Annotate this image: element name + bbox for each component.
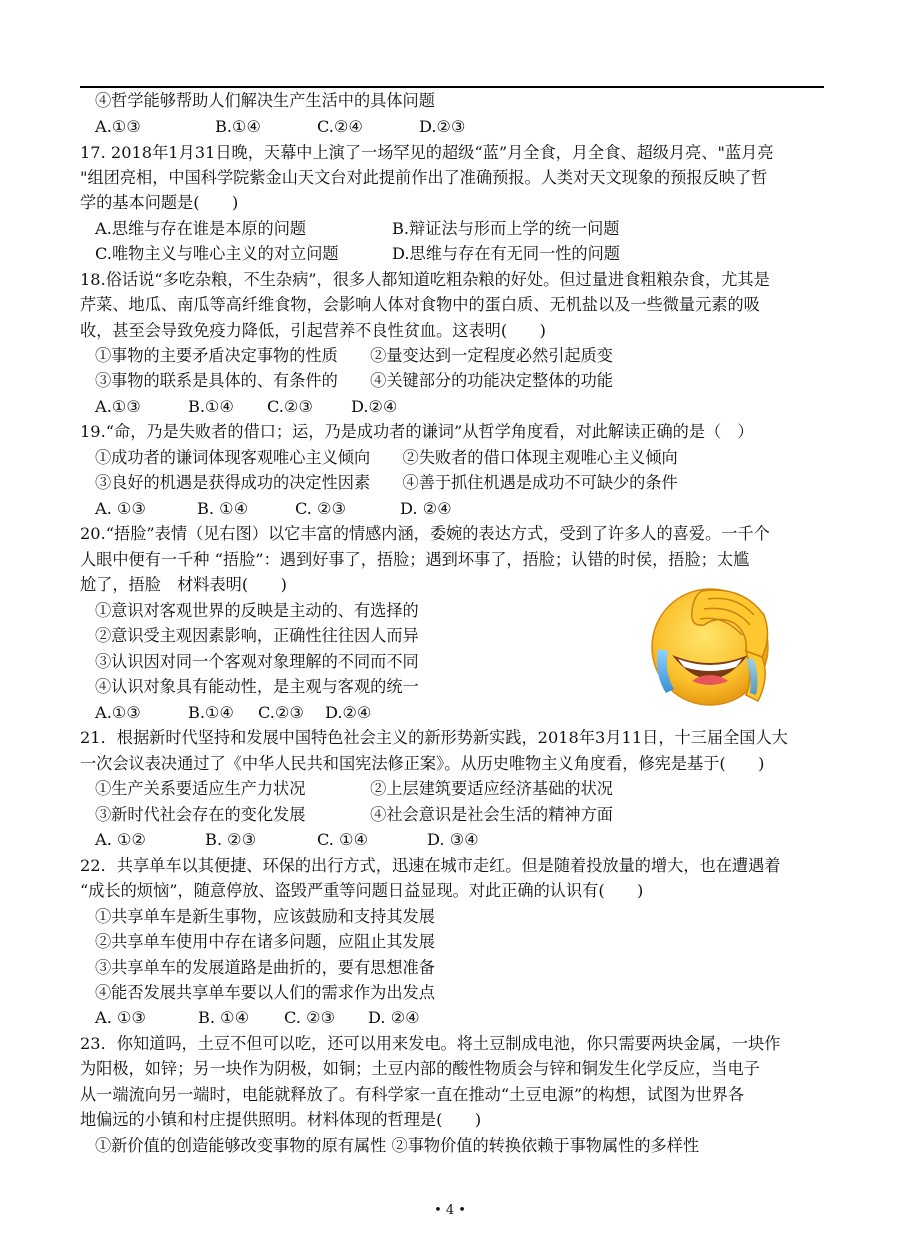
q16-statement-4: ④哲学能够帮助人们解决生产生活中的具体问题 <box>95 91 435 110</box>
q18-option-c[interactable]: C.②③ <box>267 397 313 416</box>
facepalm-emoji-icon <box>650 585 774 709</box>
q20-stem-line: 人眼中便有一千种 “捂脸”：遇到好事了，捂脸；遇到坏事了，捂脸；认错的时侯，捂脸；太尴 <box>80 550 750 569</box>
q22-option-d[interactable]: D. ②④ <box>368 1008 420 1027</box>
q20-statement: ④认识对象具有能动性，是主观与客观的统一 <box>95 677 419 696</box>
q22-statement: ③共享单车的发展道路是曲折的，要有思想准备 <box>95 958 435 977</box>
q20-option-d[interactable]: D.②④ <box>325 703 372 722</box>
q17-stem-line: "组团亮相，中国科学院紫金山天文台对此提前作出了准确预报。人类对天文现象的预报反映了哲 <box>80 168 768 187</box>
q20-stem-line: 尬了，捂脸 材料表明( ) <box>80 575 287 594</box>
q19-option-d[interactable]: D. ②④ <box>400 499 452 518</box>
q22-statement: ④能否发展共享单车要以人们的需求作为出发点 <box>95 983 435 1002</box>
q20-statement: ③认识因对同一个客观对象理解的不同而不同 <box>95 652 419 671</box>
q22-statement: ①共享单车是新生事物，应该鼓励和支持其发展 <box>95 907 435 926</box>
q16-option-b[interactable]: B.①④ <box>215 117 262 136</box>
q19-option-b[interactable]: B. ①④ <box>197 499 249 518</box>
q17-option-b[interactable]: B.辩证法与形而上学的统一问题 <box>392 219 620 238</box>
q23-stem-line: 为阳极，如锌；另一块作为阴极，如铜；土豆内部的酸性物质会与锌和铜发生化学反应，当电子 <box>80 1059 760 1078</box>
q21-statements-row: ③新时代社会存在的变化发展 ④社会意识是社会生活的精神方面 <box>95 805 613 824</box>
q19-option-a[interactable]: A. ①③ <box>95 499 147 518</box>
q21-option-c[interactable]: C. ①④ <box>317 830 369 849</box>
q22-stem-line: 22．共享单车以其便捷、环保的出行方式，迅速在城市走红。但是随着投放量的增大，也在遭遇着 <box>80 856 781 875</box>
q16-option-d[interactable]: D.②③ <box>419 117 466 136</box>
q22-option-a[interactable]: A. ①③ <box>95 1008 147 1027</box>
q23-stem-line: 地偏远的小镇和村庄提供照明。材料体现的哲理是( ) <box>80 1110 482 1129</box>
q18-stem-line: 芹菜、地瓜、南瓜等高纤维食物，会影响人体对食物中的蛋白质、无机盐以及一些微量元素的吸 <box>80 295 760 314</box>
page-number: • 4 • <box>434 1203 466 1218</box>
q21-option-d[interactable]: D. ③④ <box>427 830 479 849</box>
q20-option-c[interactable]: C.②③ <box>258 703 304 722</box>
q18-stem-line: 18.俗话说“多吃杂粮，不生杂病”，很多人都知道吃粗杂粮的好处。但过量进食粗粮杂食，尤其是 <box>80 270 770 289</box>
q21-option-b[interactable]: B. ②③ <box>205 830 257 849</box>
q18-option-b[interactable]: B.①④ <box>188 397 235 416</box>
q17-option-d[interactable]: D.思维与存在有无同一性的问题 <box>392 244 620 263</box>
q20-statement: ①意识对客观世界的反映是主动的、有选择的 <box>95 601 419 620</box>
q21-stem-line: 21．根据新时代坚持和发展中国特色社会主义的新形势新实践，2018年3月11日，十三届全国人大 <box>80 728 788 747</box>
q20-stem-line: 20.“捂脸”表情（见右图）以它丰富的情感内涵，委婉的表达方式，受到了许多人的喜爱。一千个 <box>80 524 770 543</box>
q19-stem-line: 19.“命，乃是失败者的借口；运，乃是成功者的谦词”从哲学角度看，对此解读正确的是（ ） <box>80 422 754 441</box>
q22-stem-line: “成长的烦恼”，随意停放、盗毁严重等问题日益显现。对此正确的认识有( ) <box>80 881 644 900</box>
q22-option-c[interactable]: C. ②③ <box>284 1008 336 1027</box>
q17-stem-line: 学的基本问题是( ) <box>80 193 239 212</box>
q23-stem-line: 从一端流向另一端时，电能就释放了。有科学家一直在推动“土豆电源”的构想，试图为世界各 <box>80 1085 745 1104</box>
q21-statements-row: ①生产关系要适应生产力状况 ②上层建筑要适应经济基础的状况 <box>95 779 613 798</box>
q16-option-c[interactable]: C.②④ <box>317 117 363 136</box>
q21-option-a[interactable]: A. ①② <box>95 830 147 849</box>
q18-statements-row: ③事物的联系是具体的、有条件的 ④关键部分的功能决定整体的功能 <box>95 371 613 390</box>
q22-statement: ②共享单车使用中存在诸多问题，应阻止其发展 <box>95 932 435 951</box>
q19-option-c[interactable]: C. ②③ <box>295 499 347 518</box>
q17-option-a[interactable]: A.思维与存在谁是本原的问题 <box>95 219 307 238</box>
q21-stem-line: 一次会议表决通过了《中华人民共和国宪法修正案》。从历史唯物主义角度看，修宪是基于( ) <box>80 754 765 773</box>
q23-statements-row: ①新价值的创造能够改变事物的原有属性 ②事物价值的转换依赖于事物属性的多样性 <box>95 1136 700 1155</box>
q18-option-a[interactable]: A.①③ <box>95 397 141 416</box>
q19-statements-row: ③良好的机遇是获得成功的决定性因素 ④善于抓住机遇是成功不可缺少的条件 <box>95 473 678 492</box>
q23-stem-line: 23．你知道吗，土豆不但可以吃，还可以用来发电。将土豆制成电池，你只需要两块金属，一块作 <box>80 1034 781 1053</box>
q18-stem-line: 收，甚至会导致免疫力降低，引起营养不良性贫血。这表明( ) <box>80 321 546 340</box>
q18-option-d[interactable]: D.②④ <box>351 397 398 416</box>
q20-option-b[interactable]: B.①④ <box>188 703 235 722</box>
q16-option-a[interactable]: A.①③ <box>95 117 141 136</box>
q17-stem-line: 17. 2018年1月31日晚，天幕中上演了一场罕见的超级“蓝”月全食，月全食、超级月亮、"蓝月亮 <box>80 143 774 162</box>
q17-option-c[interactable]: C.唯物主义与唯心主义的对立问题 <box>95 244 339 263</box>
q19-statements-row: ①成功者的谦词体现客观唯心主义倾向 ②失败者的借口体现主观唯心主义倾向 <box>95 448 678 467</box>
header-rule <box>80 86 824 88</box>
q20-statement: ②意识受主观因素影响，正确性往往因人而异 <box>95 626 419 645</box>
q18-statements-row: ①事物的主要矛盾决定事物的性质 ②量变达到一定程度必然引起质变 <box>95 346 613 365</box>
q20-option-a[interactable]: A.①③ <box>95 703 141 722</box>
q22-option-b[interactable]: B. ①④ <box>198 1008 250 1027</box>
